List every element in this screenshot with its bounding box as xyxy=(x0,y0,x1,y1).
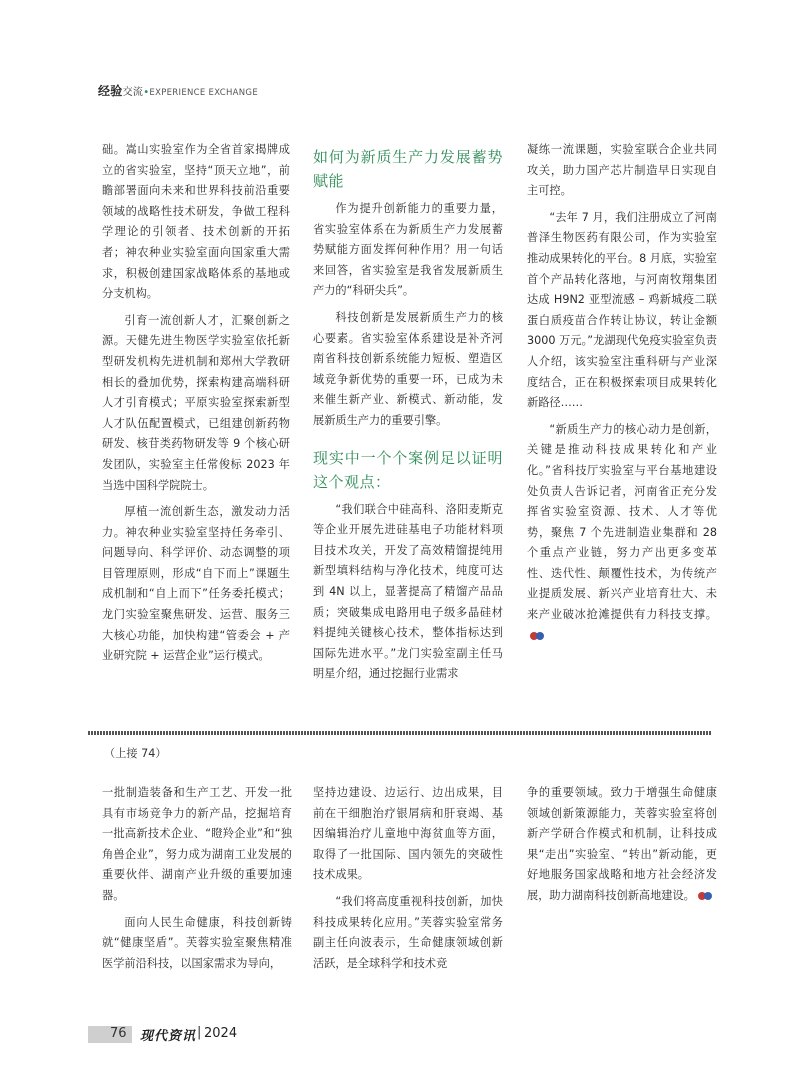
paragraph: 厚植一流创新生态，激发动力活力。神农种业实验室坚持任务牵引、问题导向、科学评价、动态调整的项目管理原则，形成“自下而上”课题生成机制和“自上而下”任务委托模式；龙门实验室聚焦研发、运营、服务三大核心功能，加快构建“管委会 + 产业研究院 + 运营企业”运行模式。 xyxy=(102,505,290,663)
section-title-bold: 经验 xyxy=(98,84,123,98)
section-dot: • xyxy=(143,87,150,98)
page-footer xyxy=(0,1025,800,1047)
paragraph: 作为提升创新能力的重要力量，省实验室体系在为新质生产力发展蓄势赋能方面发挥何种作用？用一句话来回答，省实验室是我省发展新质生产力的“科研尖兵”。 xyxy=(313,202,503,298)
paragraph: 面向人民生命健康，科技创新铸就“健康坚盾”。芙蓉实验室聚焦精准医学前沿科技，以国家需求为导向， xyxy=(102,915,292,970)
footer-separator: | xyxy=(197,1025,202,1040)
section-title: 交流 xyxy=(122,87,144,98)
article-column-1 xyxy=(102,140,290,667)
end-mark-blue-dot xyxy=(536,632,544,640)
section-header xyxy=(98,82,258,100)
paragraph: 一批制造装备和生产工艺、开发一批具有市场竞争力的新产品，挖掘培育一批高新技术企业、“瞪羚企业”和“独角兽企业”，努力成为湖南工业发展的重要伙伴、湖南产业升级的重要加速器。 xyxy=(102,786,292,902)
paragraph: 坚持边建设、边运行、边出成果，目前在干细胞治疗银屑病和肝衰竭、基因编辑治疗儿童地中海贫血等方面，取得了一批国际、国内领先的突破性技术成果。 xyxy=(313,786,503,882)
section-divider xyxy=(88,731,712,735)
article-column-lower-2 xyxy=(313,783,503,974)
paragraph xyxy=(527,783,717,907)
paragraph: 凝练一流课题，实验室联合企业共同攻关，助力国产芯片制造早日实现自主可控。 xyxy=(527,143,717,198)
subheading: 如何为新质生产力发展蓄势赋能 xyxy=(313,148,503,190)
paragraph: 础。嵩山实验室作为全省首家揭牌成立的省实验室，坚持“顶天立地”，前瞻部署面向未来和世界科技前沿重要领域的战略性技术研发，争做工程科学理论的引领者、技术创新的开拓者；神农种业实验室面向国家重大需求，积极创建国家战略体系的基地或分支机构。 xyxy=(102,143,290,301)
issue-year: 2024 xyxy=(204,1026,238,1041)
end-mark-icon xyxy=(697,891,713,901)
article-column-lower-1 xyxy=(102,783,292,974)
paragraph: 引育一流创新人才，汇聚创新之源。天健先进生物医学实验室依托新型研发机构先进机制和郑州大学教研相长的叠加优势，探索构建高端科研人才引育模式；平原实验室探索新型人才队伍配置模式，已组建创新药物研发、核苷类药物研发等 9 个核心研发团队，实验室主任常俊标 2023 年当选中国科学院院士。 xyxy=(102,313,290,492)
magazine-name: 现代资讯 xyxy=(140,1029,197,1044)
paragraph-text: “新质生产力的核心动力是创新，关键是推动科技成果转化和产业化。”省科技厅实验室与平台基地建设处负责人告诉记者，河南省正充分发挥省实验室资源、技术、人才等优势，聚焦 7 个先进制造业集群和 28 个重点产业链，努力产出更多变革性、迭代性、颠覆性技术，为传统产业提质发展、新兴产业培育壮大、未来产业破冰抢滩提供有力科技支撑。 xyxy=(527,422,717,622)
paragraph-text: 争的重要领域。致力于增强生命健康领域创新策源能力，芙蓉实验室将创新产学研合作模式和机制，让科技成果“走出”实验室、“转出”新动能，更好地服务国家战略和地方社会经济发展，助力湖南科技创新高地建设。 xyxy=(527,786,717,902)
article-column-3 xyxy=(527,140,717,646)
paragraph xyxy=(527,420,717,647)
article-column-lower-3 xyxy=(527,783,717,907)
paragraph: “去年 7 月，我们注册成立了河南普泽生物医药有限公司，作为实验室推动成果转化的平台。8 月底，实验室首个产品转化落地，与河南牧翔集团达成 H9N2 亚型流感 – 鸡新城疫二联蛋白质疫苗合作转让协议，转让金额 3000 万元。”龙湖现代免疫实验室负责人介绍，该实验室注重科研与产业深度结合，正在积极探索项目成果转化新路径…… xyxy=(527,210,717,410)
page-number: 76 xyxy=(110,1026,127,1041)
subheading: 现实中一个个案例足以证明这个观点： xyxy=(313,448,503,491)
paragraph: “我们将高度重视科技创新，加快科技成果转化应用。”芙蓉实验室常务副主任向波表示，生命健康领域创新活跃，是全球科学和技术竞 xyxy=(313,894,503,970)
paragraph: “我们联合中硅高科、洛阳麦斯克等企业开展先进硅基电子功能材料项目技术攻关，开发了高效精馏提纯用新型填料结构与净化技术，纯度可达到 4N 以上，显著提高了精馏产品品质；突破集成电路用电子级多晶硅材料提纯关键核心技术，整体指标达到国际先进水平。”龙门实验室副主任马明星介绍，通过挖掘行业需求 xyxy=(313,502,503,681)
section-title-en: EXPERIENCE EXCHANGE xyxy=(149,88,258,98)
end-mark-blue-dot xyxy=(704,892,712,900)
end-mark-icon xyxy=(529,631,545,641)
article-column-2 xyxy=(313,145,503,685)
continued-from-note: （上接 74） xyxy=(104,747,167,760)
paragraph: 科技创新是发展新质生产力的核心要素。省实验室体系建设是补齐河南省科技创新系统能力短板、塑造区域竞争新优势的重要一环，已成为未来催生新产业、新模式、新动能，发展新质生产力的重要引擎。 xyxy=(313,310,503,427)
